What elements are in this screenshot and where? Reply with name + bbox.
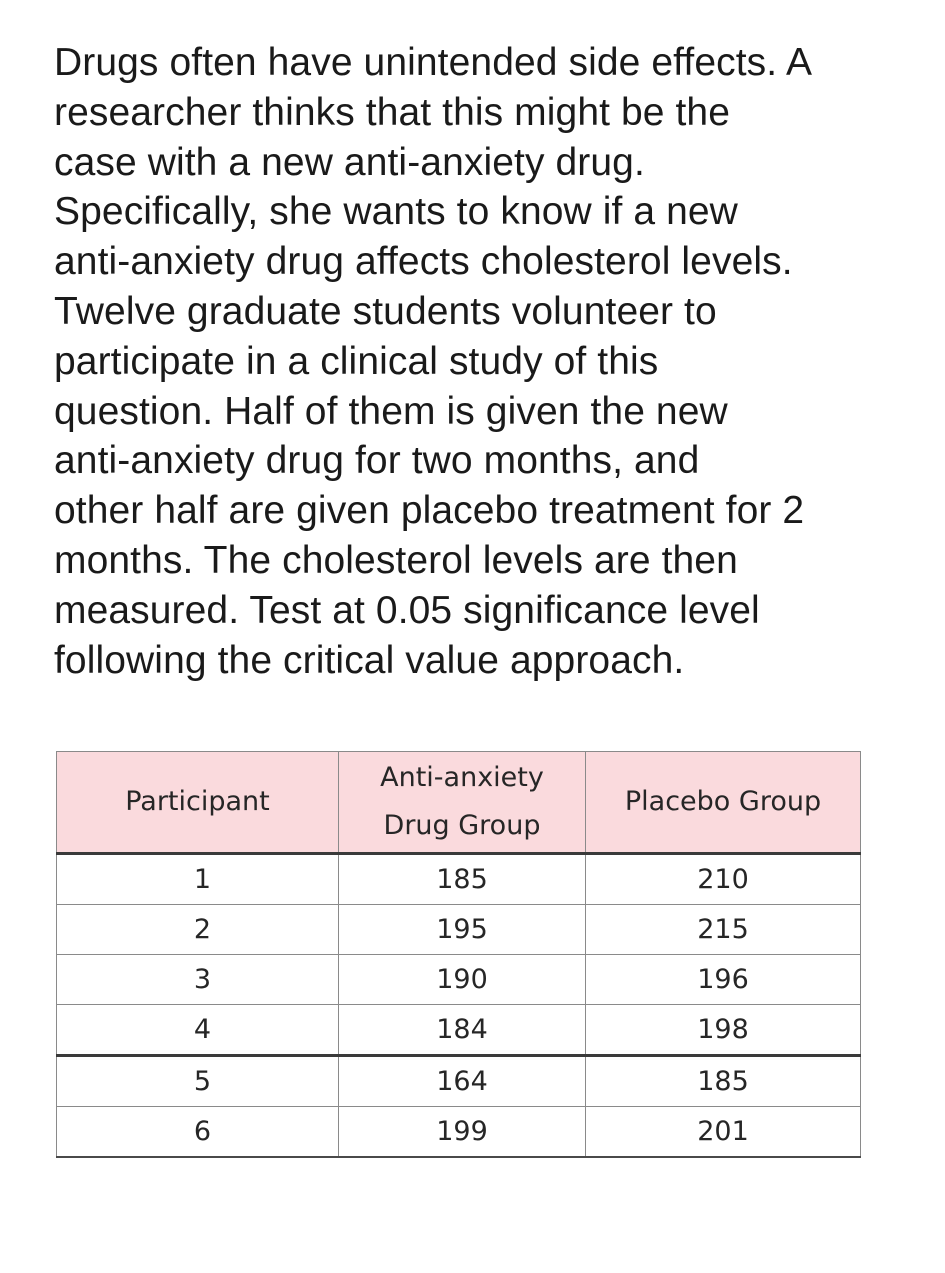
cholesterol-data-table [56,751,861,1158]
problem-line: participate in a clinical study of this [54,339,659,383]
problem-line: months. The cholesterol levels are then [54,538,738,582]
cell-placebo: 196 [586,955,861,1005]
cell-placebo: 201 [586,1107,861,1158]
problem-line: measured. Test at 0.05 significance level [54,588,760,632]
table-row [57,1005,861,1056]
cell-placebo: 210 [586,854,861,905]
header-drug-line2: Drug Group [383,810,541,841]
cell-drug: 185 [339,854,586,905]
problem-line: Twelve graduate students volunteer to [54,289,717,333]
problem-statement [54,38,924,685]
cell-participant: 5 [57,1056,339,1107]
header-participant: Participant [57,752,339,854]
cell-drug: 199 [339,1107,586,1158]
problem-line: anti-anxiety drug affects cholesterol levels. [54,240,793,284]
problem-line: other half are given placebo treatment for 2 [54,489,805,533]
cell-participant: 4 [57,1005,339,1056]
cell-participant: 6 [57,1107,339,1158]
problem-line: case with a new anti-anxiety drug. [54,140,645,184]
cell-participant: 3 [57,955,339,1005]
cell-placebo: 198 [586,1005,861,1056]
header-drug-line1: Anti-anxiety [380,762,544,793]
cell-drug: 164 [339,1056,586,1107]
cell-placebo: 215 [586,905,861,955]
cell-participant: 1 [57,854,339,905]
problem-line: Specifically, she wants to know if a new [54,190,738,234]
problem-line: question. Half of them is given the new [54,389,728,433]
table-row [57,1056,861,1107]
problem-line: researcher thinks that this might be the [54,90,731,134]
table-row [57,854,861,905]
problem-line: following the critical value approach. [54,638,685,682]
cell-drug: 190 [339,955,586,1005]
table-row [57,955,861,1005]
cell-drug: 195 [339,905,586,955]
header-placebo-group: Placebo Group [586,752,861,854]
problem-line: Drugs often have unintended side effects. A [54,41,813,84]
table-header-row [57,752,861,854]
table-row [57,905,861,955]
cell-placebo: 185 [586,1056,861,1107]
problem-line: anti-anxiety drug for two months, and [54,439,700,483]
cell-drug: 184 [339,1005,586,1056]
cell-participant: 2 [57,905,339,955]
table-row [57,1107,861,1158]
header-drug-group [339,752,586,854]
